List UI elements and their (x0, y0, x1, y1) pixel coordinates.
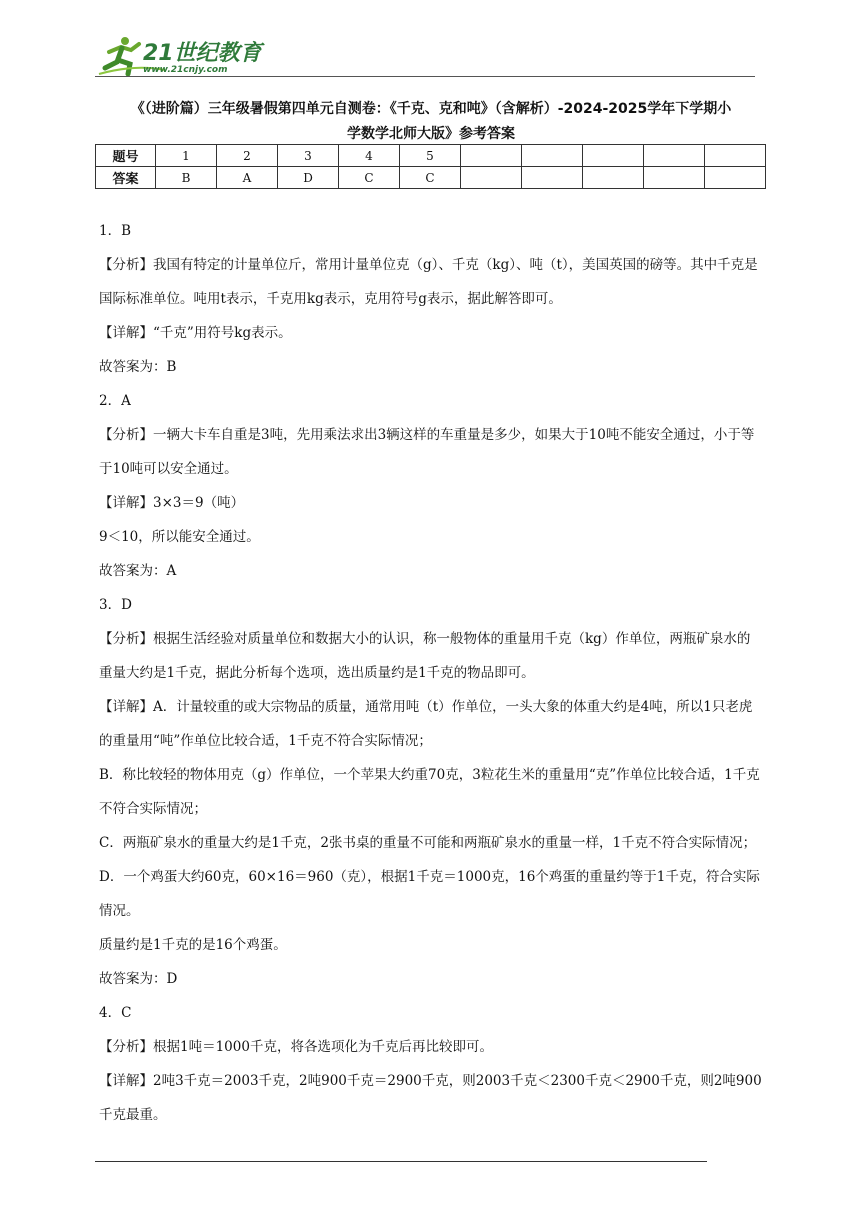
question-number-cell (583, 145, 644, 167)
question-number-cell (461, 145, 522, 167)
question-number-cell (705, 145, 766, 167)
question-3-detail-c: C．两瓶矿泉水的重量大约是1千克，2张书桌的重量不可能和两瓶矿泉水的重量一样，1千克不符合实际情况； (99, 835, 757, 851)
question-1-detail: 【详解】“千克”用符号kg表示。 (99, 325, 292, 341)
question-number-cell (522, 145, 583, 167)
answer-cell: C (400, 167, 461, 189)
question-number-cell: 4 (339, 145, 400, 167)
question-3-analysis: 【分析】根据生活经验对质量单位和数据大小的认识，称一般物体的重量用千克（kg）作单位，两瓶矿泉水的重量大约是1千克，据此分析每个选项，选出质量约是1千克的物品即可。 (99, 631, 751, 681)
answer-cell: B (156, 167, 217, 189)
answer-table-answer-row (96, 167, 766, 189)
svg-text:www.21cnjy.com: www.21cnjy.com (143, 65, 228, 75)
question-2-conclusion: 故答案为：A (99, 563, 177, 579)
answer-table (95, 144, 766, 189)
question-2-detail-line: 9＜10，所以能安全通过。 (99, 529, 260, 545)
question-number-cell: 3 (278, 145, 339, 167)
answer-table-number-row (96, 145, 766, 167)
row-label-answer: 答案 (96, 167, 156, 189)
question-3-answer: 3．D (99, 597, 132, 613)
question-number-cell (644, 145, 705, 167)
question-3-detail-b: B．称比较轻的物体用克（g）作单位，一个苹果大约重70克，3粒花生米的重量用“克”作单位比较合适，1千克不符合实际情况； (99, 767, 760, 817)
question-3-summary: 质量约是1千克的是16个鸡蛋。 (99, 937, 287, 953)
answer-cell (522, 167, 583, 189)
answer-cell (705, 167, 766, 189)
question-3-conclusion: 故答案为：D (99, 971, 178, 987)
question-4-analysis: 【分析】根据1吨＝1000千克，将各选项化为千克后再比较即可。 (99, 1039, 493, 1055)
question-3-detail-a: 【详解】A．计量较重的或大宗物品的质量，通常用吨（t）作单位，一头大象的体重大约是4吨，所以1只老虎的重量用“吨”作单位比较合适，1千克不符合实际情况； (99, 699, 753, 749)
question-2-detail: 【详解】3×3＝9（吨） (99, 495, 245, 511)
question-4-detail: 【详解】2吨3千克＝2003千克，2吨900千克＝2900千克，则2003千克＜2300千克＜2900千克，则2吨900千克最重。 (99, 1073, 762, 1123)
logo-graphic (95, 34, 275, 78)
answer-cell: D (278, 167, 339, 189)
question-number-cell: 2 (217, 145, 278, 167)
logo (95, 34, 275, 78)
answer-explanations (99, 214, 763, 1132)
question-1-conclusion: 故答案为：B (99, 359, 177, 375)
question-4-answer: 4．C (99, 1005, 132, 1021)
answer-cell: A (217, 167, 278, 189)
title-line-2: 学数学北师大版》参考答案 (347, 126, 515, 142)
title-line-1: 《（进阶篇）三年级暑假第四单元自测卷：《千克、克和吨》（含解析）-2024-2025学年下学期小 (130, 101, 732, 117)
row-label-question-number: 题号 (96, 145, 156, 167)
answer-cell (461, 167, 522, 189)
question-1-answer: 1．B (99, 223, 132, 239)
page-header (95, 34, 755, 78)
question-number-cell: 5 (400, 145, 461, 167)
question-2-answer: 2．A (99, 393, 131, 409)
footer-divider (95, 1161, 707, 1162)
question-3-detail-d: D．一个鸡蛋大约60克，60×16＝960（克），根据1千克＝1000克，16个鸡蛋的重量约等于1千克，符合实际情况。 (99, 869, 760, 919)
question-2-analysis: 【分析】一辆大卡车自重是3吨，先用乘法求出3辆这样的车重量是多少，如果大于10吨不能安全通过，小于等于10吨可以安全通过。 (99, 427, 755, 477)
question-number-cell: 1 (156, 145, 217, 167)
answer-cell (644, 167, 705, 189)
header-divider (95, 76, 755, 77)
question-1-analysis: 【分析】我国有特定的计量单位斤，常用计量单位克（g）、千克（kg）、吨（t），美国英国的磅等。其中千克是国际标准单位。吨用t表示，千克用kg表示，克用符号g表示，据此解答即可。 (99, 257, 758, 307)
answer-cell: C (339, 167, 400, 189)
answer-cell (583, 167, 644, 189)
svg-text:21世纪教育: 21世纪教育 (143, 41, 262, 66)
document-title (95, 97, 767, 147)
